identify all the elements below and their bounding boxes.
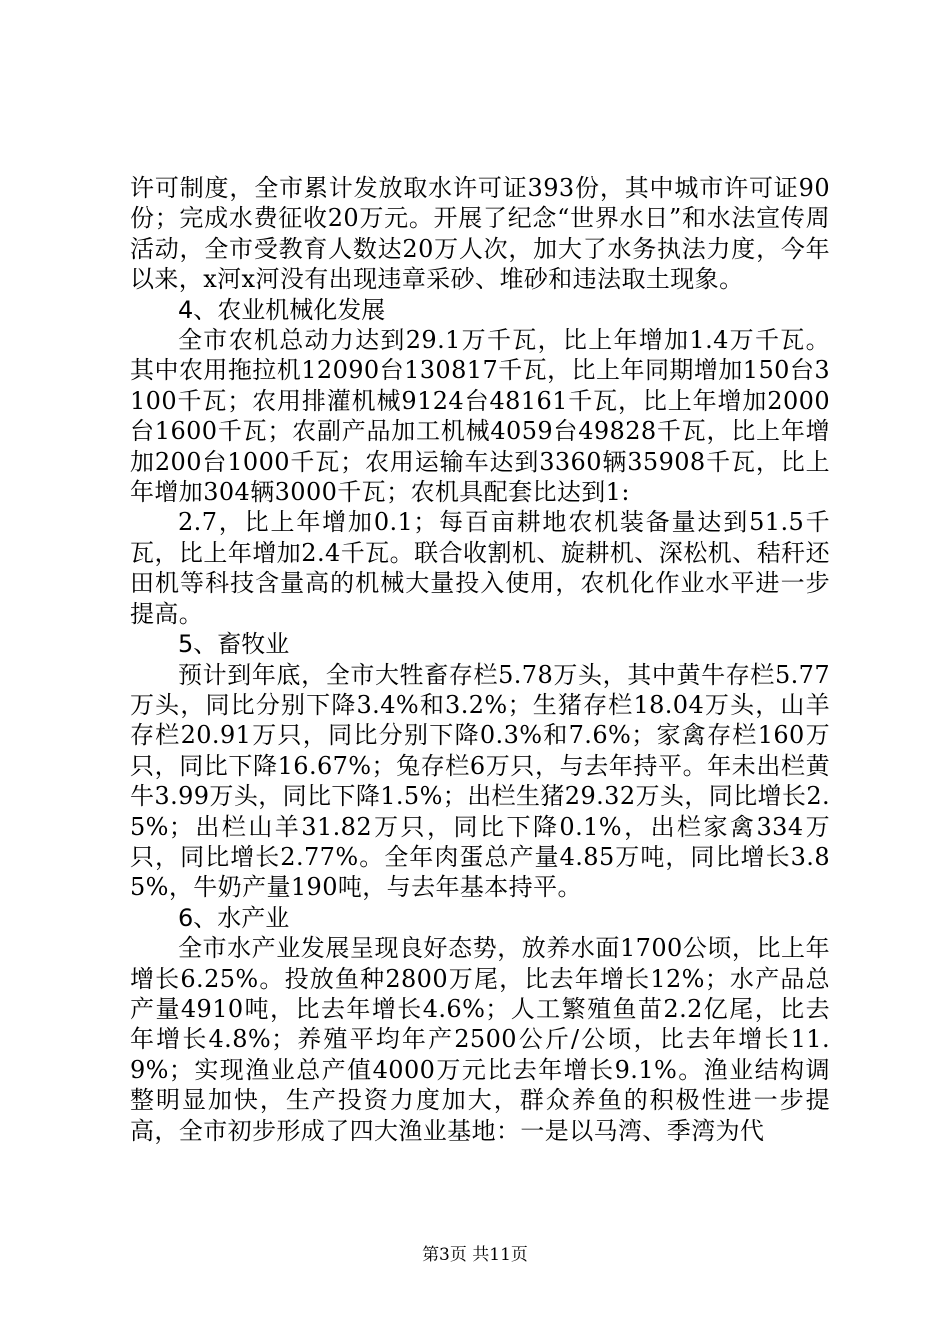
paragraph-aquaculture: 全市水产业发展呈现良好态势，放养水面1700公顷，比上年增长6.25%。投放鱼种2800万尾，比去年增长12%；水产品总产量4910吨，比去年增长4.6%；人工繁殖鱼苗2.2亿尾，比去年增长4.8%；养殖平均年产2500公斤/公顷，比去年增长11.9%；实现渔业总产值4000万元比去年增长9.1%。渔业结构调整明显加快，生产投资力度加大，群众养鱼的积极性进一步提高，全市初步形成了四大渔业基地：一是以马湾、季湾为代 (130, 934, 830, 1145)
paragraph-machinery-power: 全市农机总动力达到29.1万千瓦，比上年增加1.4万千瓦。其中农用拖拉机12090台130817千瓦，比上年同期增加150台3100千瓦；农用排灌机械9124台48161千瓦，比上年增加2000台1600千瓦；农副产品加工机械4059台49828千瓦，比上年增加200台1000千瓦；农用运输车达到3360辆35908千瓦，比上年增加304辆3000千瓦；农机具配套比达到1: (130, 326, 830, 507)
document-body (130, 173, 830, 1146)
section-heading-aquaculture: 6、水产业 (178, 903, 290, 932)
paragraph-machinery-ratio: 2.7，比上年增加0.1；每百亩耕地农机装备量达到51.5千瓦，比上年增加2.4千瓦。联合收割机、旋耕机、深松机、秸秆还田机等科技含量高的机械大量投入使用，农机化作业水平进一步提高。 (130, 508, 830, 628)
section-heading-agri-machinery: 4、农业机械化发展 (178, 295, 386, 324)
section-heading-livestock: 5、畜牧业 (178, 630, 290, 659)
page-footer: 第3页 共11页 (422, 1245, 528, 1265)
paragraph-water-permit: 许可制度，全市累计发放取水许可证393份，其中城市许可证90份；完成水费征收20万元。开展了纪念“世界水日”和水法宣传周活动，全市受教育人数达20万人次，加大了水务执法力度，今年以来，x河x河没有出现违章采砂、堆砂和违法取土现象。 (130, 174, 830, 294)
paragraph-livestock: 预计到年底，全市大牲畜存栏5.78万头，其中黄牛存栏5.77万头，同比分别下降3.4%和3.2%；生猪存栏18.04万头，山羊存栏20.91万只，同比分别下降0.3%和7.6%；家禽存栏160万只，同比下降16.67%；兔存栏6万只，与去年持平。年未出栏黄牛3.99万头，同比下降1.5%；出栏生猪29.32万头，同比增长2.5%；出栏山羊31.82万只，同比下降0.1%，出栏家禽334万只，同比增长2.77%。全年肉蛋总产量4.85万吨，同比增长3.85%，牛奶产量190吨，与去年基本持平。 (130, 660, 831, 902)
